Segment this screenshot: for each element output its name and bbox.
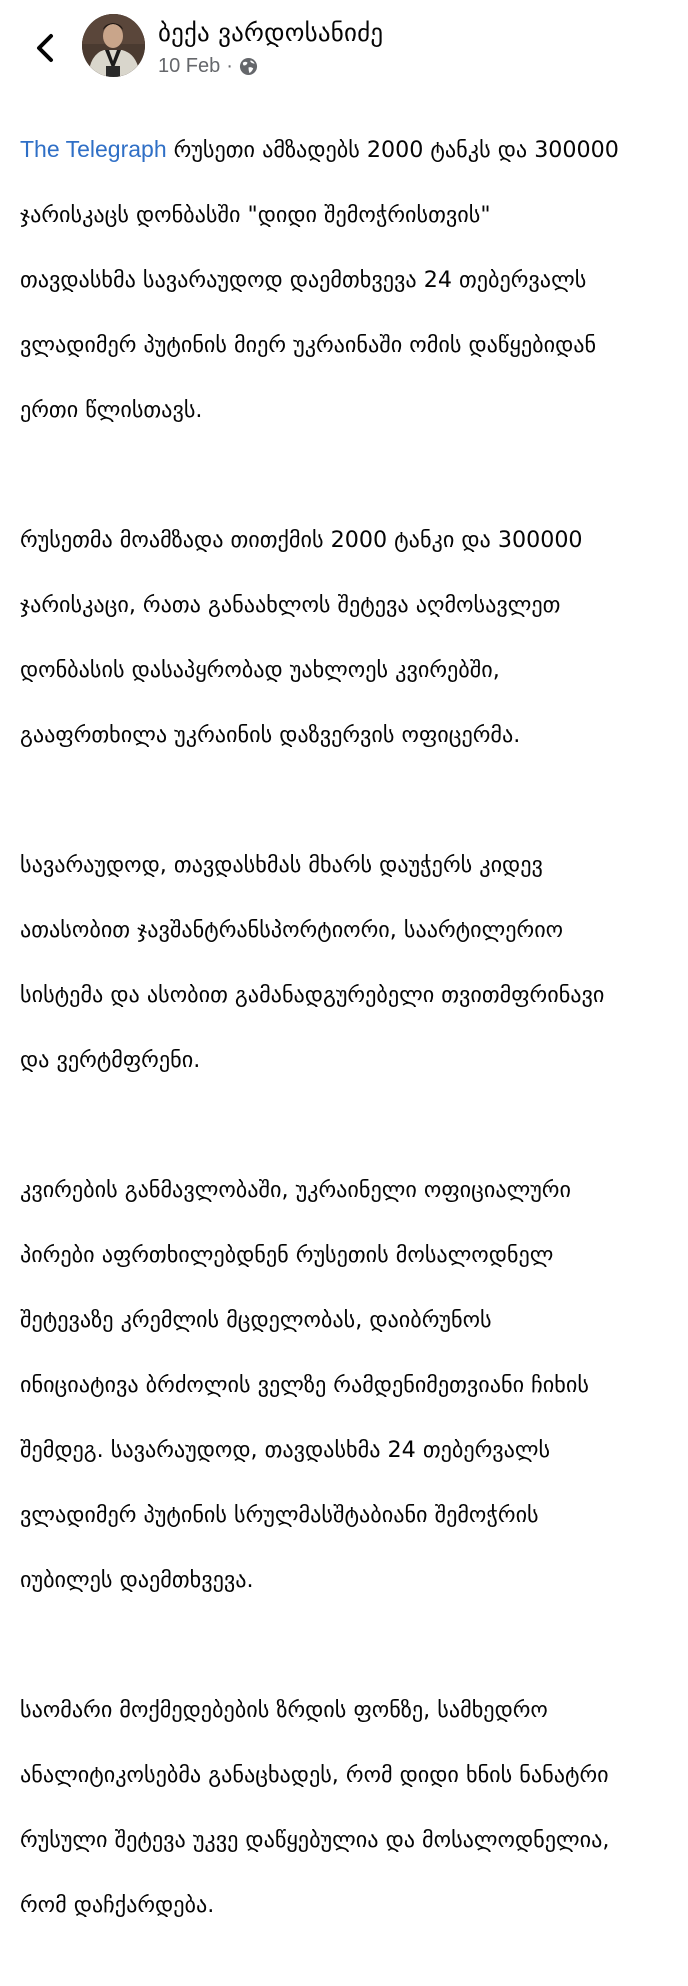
text-line: იუბილეს დაემთხვევა. (20, 1566, 254, 1593)
post-body (20, 100, 684, 1986)
text-line: ვლადიმერ პუტინის მიერ უკრაინაში ომის დაწყებიდან (20, 331, 597, 358)
paragraph-3 (20, 816, 684, 1109)
text-line: საომარი მოქმედებების ზრდის ფონზე, სამხედრო (20, 1696, 548, 1723)
text-line: სისტემა და ასობით გამანადგურებელი თვითმფრინავი (20, 981, 605, 1008)
text-line: ვლადიმერ პუტინის სრულმასშტაბიანი შემოჭრის (20, 1501, 539, 1528)
text-line: დონბასის დასაპყრობად უახლოეს კვირებში, (20, 656, 500, 683)
text-line: რუსული შეტევა უკვე დაწყებულია და მოსალოდნელია, (20, 1826, 610, 1853)
text-line: ჯარისკაცი, რათა განაახლოს შეტევა აღმოსავლეთ (20, 591, 561, 618)
meta-separator: · (226, 55, 233, 77)
author-name[interactable]: ბექა ვარდოსანიძე (158, 18, 384, 47)
text-line: გააფრთხილა უკრაინის დაზვერვის ოფიცერმა. (20, 721, 521, 748)
text-line: ერთი წლისთავს. (20, 396, 203, 423)
profile-photo (82, 14, 145, 77)
globe-icon[interactable] (239, 57, 258, 76)
text-line: რუსეთმა მოამზადა თითქმის 2000 ტანკი და 300000 (20, 526, 583, 553)
text-line: სავარაუდოდ, თავდასხმას მხარს დაუჭერს კიდევ (20, 851, 543, 878)
avatar[interactable] (82, 14, 145, 77)
text-line: და ვერტმფრენი. (20, 1046, 201, 1073)
text-line: ჯარისკაცს დონბასში "დიდი შემოჭრისთვის" (20, 201, 491, 228)
paragraph-1 (20, 100, 684, 459)
chevron-left-icon (30, 30, 60, 66)
paragraph-4 (20, 1141, 684, 1629)
paragraph-2 (20, 491, 684, 784)
text-line: რომ დაჩქარდება. (20, 1891, 215, 1918)
back-button[interactable] (30, 30, 60, 66)
post-date[interactable]: 10 Feb (158, 55, 221, 77)
text-line: თავდასხმა სავარაუდოდ დაემთხვევა 24 თებერვალს (20, 266, 587, 293)
text-line: პირები აფრთხილებდნენ რუსეთის მოსალოდნელ (20, 1241, 554, 1268)
paragraph-5 (20, 1661, 684, 1954)
text-line: კვირების განმავლობაში, უკრაინელი ოფიციალური (20, 1176, 571, 1203)
post-meta (158, 55, 258, 78)
post-header (0, 0, 688, 92)
source-link[interactable]: The Telegraph (20, 135, 167, 162)
text-line: ანალიტიკოსებმა განაცხადეს, რომ დიდი ხნის ნანატრი (20, 1761, 609, 1788)
text-line: შემდეგ. სავარაუდოდ, თავდასხმა 24 თებერვალს (20, 1436, 551, 1463)
text-line: The Telegraph რუსეთი ამზადებს 2000 ტანკს და 300000 (20, 135, 619, 163)
text-line: ათასობით ჯავშანტრანსპორტიორი, საარტილერიო (20, 916, 564, 943)
text-line: შეტევაზე კრემლის მცდელობას, დაიბრუნოს (20, 1306, 492, 1333)
text-line: ინიციატივა ბრძოლის ველზე რამდენიმეთვიანი ჩიხის (20, 1371, 589, 1398)
